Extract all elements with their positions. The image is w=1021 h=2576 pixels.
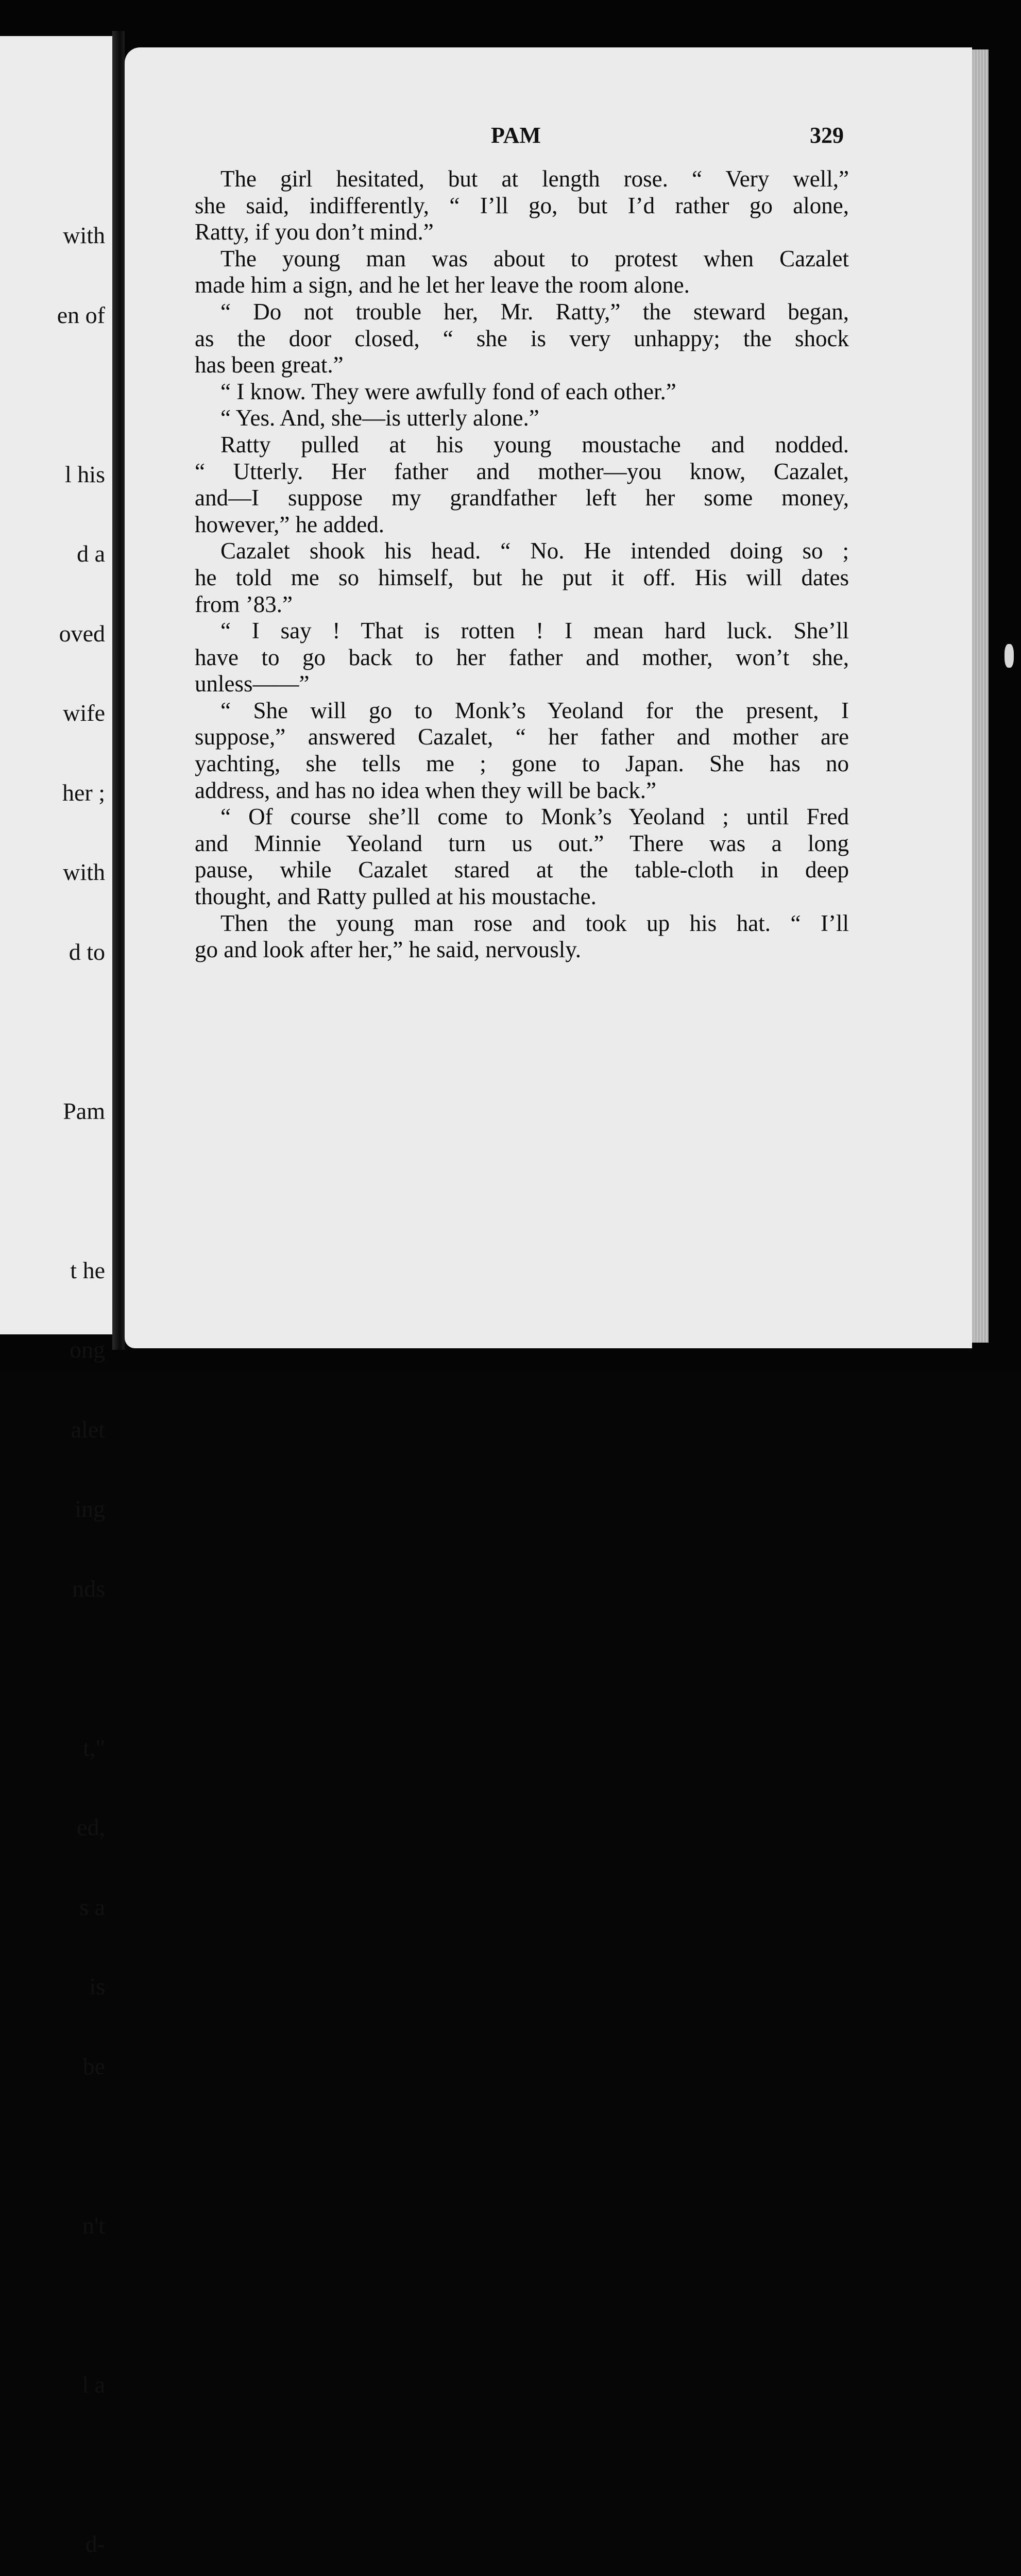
body-text — [195, 166, 849, 963]
text-line: “ Yes. And, she—is utterly alone.” — [220, 405, 539, 431]
text-line: and—I suppose my grandfather left her some money, — [195, 485, 849, 511]
left-line: t he — [70, 1257, 105, 1283]
book-gutter — [112, 31, 125, 1350]
text-line: Ratty, if you don’t mind.” — [195, 219, 434, 245]
text-line: thought, and Ratty pulled at his moustache. — [195, 884, 597, 910]
text-line: “ I know. They were awfully fond of each other.” — [220, 378, 676, 404]
text-line: Then the young man rose and took up his hat. “ I’ll — [220, 910, 849, 936]
left-line: oved — [59, 620, 105, 647]
left-page-fragment — [0, 36, 112, 2557]
text-line: Ratty pulled at his young moustache and nodded. — [220, 431, 849, 457]
text-line: he told me so himself, but he put it off. His will dates — [195, 564, 849, 590]
text-line: pause, while Cazalet stared at the table-cloth in deep — [195, 857, 849, 883]
text-line: unless——” — [195, 671, 310, 697]
left-line: t," — [82, 1734, 105, 1761]
left-line: d- — [85, 2530, 105, 2557]
text-line: as the door closed, “ she is very unhappy; the shock — [195, 325, 849, 351]
left-line: her ; — [62, 779, 105, 806]
left-line: d to — [69, 938, 105, 965]
left-line: l his — [65, 461, 105, 487]
left-line: Pam — [63, 1097, 105, 1124]
text-line: address, and has no idea when they will be back.” — [195, 777, 656, 803]
left-page-text — [0, 169, 105, 2576]
left-line: wife — [63, 700, 105, 726]
left-line — [0, 2451, 105, 2478]
right-page — [125, 47, 972, 1348]
text-line: yachting, she tells me ; gone to Japan. She has no — [195, 751, 849, 777]
left-line: with — [63, 222, 105, 248]
left-line — [0, 2132, 105, 2159]
left-line: be — [82, 2053, 105, 2079]
text-line: she said, indifferently, “ I’ll go, but I’d rather go alone, — [195, 192, 849, 218]
text-line: “ Do not trouble her, Mr. Ratty,” the steward began, — [220, 298, 849, 325]
text-line: have to go back to her father and mother, won’t she, — [195, 644, 849, 670]
left-line — [0, 1177, 105, 1204]
left-line: en of — [57, 301, 105, 328]
left-line: nds — [72, 1575, 105, 1602]
left-line: ing — [75, 1496, 105, 1522]
scan-smudge — [1005, 644, 1014, 668]
text-line: made him a sign, and he let her leave the room alone. — [195, 272, 690, 298]
left-line: n't — [82, 2212, 105, 2239]
left-line: l a — [82, 2371, 105, 2398]
left-line — [0, 1018, 105, 1045]
page-edge — [972, 49, 989, 1343]
left-line — [0, 2292, 105, 2318]
text-line: “ Utterly. Her father and mother—you know, Cazalet, — [195, 458, 849, 484]
text-line: “ She will go to Monk’s Yeoland for the present, I — [220, 697, 849, 723]
left-line: d a — [77, 540, 105, 567]
left-line: ong — [70, 1336, 105, 1363]
text-line: “ Of course she’ll come to Monk’s Yeoland ; until Fred — [220, 804, 849, 830]
left-line — [0, 381, 105, 408]
text-line: suppose,” answered Cazalet, “ her father and mother are — [195, 724, 849, 750]
running-head: PAM — [491, 123, 541, 148]
page-number: 329 — [810, 123, 844, 148]
text-line: Cazalet shook his head. “ No. He intended doing so ; — [220, 538, 849, 564]
text-line: from ’83.” — [195, 591, 293, 617]
left-line: with — [63, 859, 105, 885]
left-line: alet — [71, 1416, 105, 1443]
text-line: and Minnie Yeoland turn us out.” There was a long — [195, 830, 849, 856]
left-line: s a — [79, 1893, 105, 1920]
left-line: is — [89, 1973, 105, 1999]
text-line: go and look after her,” he said, nervously. — [195, 937, 582, 963]
left-line — [0, 1655, 105, 1682]
text-line: however,” he added. — [195, 511, 385, 537]
text-line: “ I say ! That is rotten ! I mean hard luck. She’ll — [220, 618, 849, 644]
text-line: The young man was about to protest when Cazalet — [220, 245, 849, 272]
text-line: has been great.” — [195, 352, 344, 378]
text-line: The girl hesitated, but at length rose. “ Very well,” — [220, 166, 849, 192]
left-line: ed, — [77, 1814, 105, 1840]
